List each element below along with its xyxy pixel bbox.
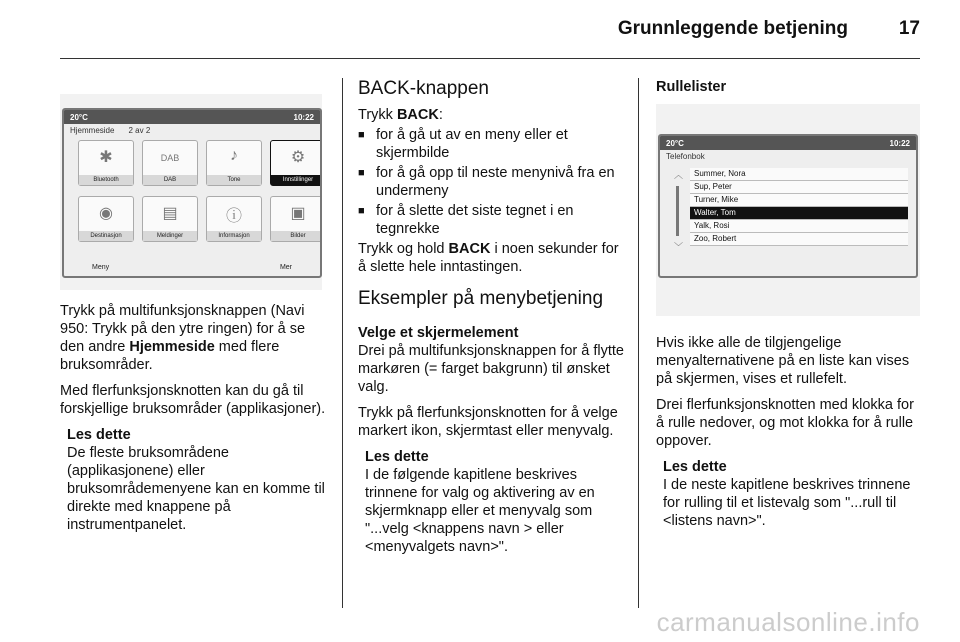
list-item[interactable]: Yalk, Rosi bbox=[690, 220, 908, 233]
temperature: 20°C bbox=[70, 112, 88, 122]
screen-tab-title: Hjemmeside bbox=[70, 125, 115, 135]
scrollbar[interactable] bbox=[676, 186, 679, 236]
tile-label: Destinasjon bbox=[79, 231, 133, 241]
list-item: ■ for å gå opp til neste menynivå fra en undermeny bbox=[358, 164, 626, 200]
tile-tone[interactable] bbox=[206, 140, 262, 186]
note-box bbox=[663, 458, 922, 530]
bold-term: BACK bbox=[396, 107, 439, 123]
screen-footer bbox=[64, 264, 320, 276]
page-number: 17 bbox=[898, 18, 920, 39]
paragraph: Trykk på flerfunksjonsknotten for å velge markert ikon, skjermtast eller menyvalg. bbox=[358, 405, 618, 439]
tile-label: Meldinger bbox=[143, 231, 197, 241]
pager: 2 av 2 bbox=[128, 125, 151, 135]
clock: 10:22 bbox=[293, 112, 314, 122]
bold-term: Hjemmeside bbox=[129, 339, 215, 355]
list-display bbox=[658, 134, 918, 278]
note-box bbox=[365, 448, 626, 556]
note-title: Les dette bbox=[663, 459, 727, 475]
clock: 10:22 bbox=[889, 138, 910, 148]
picture-icon: ▣ bbox=[290, 205, 306, 222]
tile-settings[interactable] bbox=[270, 140, 322, 186]
tile-dab[interactable] bbox=[142, 140, 198, 186]
section-heading: Rullelister bbox=[656, 79, 727, 95]
column-3-text bbox=[656, 78, 922, 96]
globe-icon: ◉ bbox=[99, 205, 113, 222]
paragraph bbox=[60, 302, 330, 374]
temperature: 20°C bbox=[666, 138, 684, 148]
paragraph: Med flerfunksjonsknotten kan du gå til forskjellige bruksområder (applikasjoner). bbox=[60, 383, 326, 417]
tile-label: Bluetooth bbox=[79, 175, 133, 185]
column-1-text bbox=[60, 302, 330, 534]
list-item: ■ for å gå ut av en meny eller et skjermbilde bbox=[358, 126, 626, 162]
text: : bbox=[438, 107, 443, 123]
list-item[interactable]: Summer, Nora bbox=[690, 168, 908, 181]
watermark: carmanualsonline.info bbox=[656, 607, 920, 637]
status-bar bbox=[64, 110, 320, 124]
dab-icon: DAB bbox=[160, 153, 180, 163]
column-divider bbox=[638, 78, 639, 608]
info-icon: ⓘ bbox=[225, 208, 242, 225]
gear-icon: ⚙ bbox=[290, 149, 306, 166]
column-divider bbox=[342, 78, 343, 608]
list-item: ■ for å slette det siste tegnet i en tegnrekke bbox=[358, 202, 626, 238]
paragraph: Drei på multifunksjonsknappen for å flytte markøren (= farget bakgrunn) til ønsket valg. bbox=[358, 343, 624, 395]
paragraph bbox=[358, 240, 626, 276]
tile-label: Bilder bbox=[271, 231, 322, 241]
screen-tab-title: Telefonbok bbox=[666, 151, 705, 161]
paragraph: Hvis ikke alle de tilgjengelige menyalternativene på en liste kan vises på skjermen, vises et rullefelt. bbox=[656, 335, 910, 387]
section-heading: BACK-knappen bbox=[358, 78, 489, 99]
text: med flere bruksområder. bbox=[60, 339, 280, 373]
intro-line bbox=[358, 106, 626, 124]
bullet-list bbox=[358, 126, 626, 238]
tile-messages[interactable] bbox=[142, 196, 198, 242]
homescreen-figure bbox=[60, 94, 322, 290]
list-item-selected[interactable]: Walter, Tom bbox=[690, 207, 908, 220]
bold-term: BACK bbox=[448, 241, 491, 257]
scroll-down-icon[interactable]: ﹀ bbox=[674, 242, 684, 252]
text: Trykk og hold bbox=[358, 241, 449, 257]
paragraph: Drei flerfunksjonsknotten med klokka for å rulle nedover, og mot klokka for å rulle oppover. bbox=[656, 397, 914, 449]
column-2-text bbox=[358, 78, 626, 556]
tone-icon: ♪ bbox=[230, 147, 238, 164]
bluetooth-icon: ✱ bbox=[99, 149, 113, 166]
text: Trykk bbox=[358, 107, 397, 123]
note-title: Les dette bbox=[67, 427, 131, 443]
app-tile-grid bbox=[64, 136, 320, 246]
column-3-body bbox=[656, 334, 922, 530]
tile-bluetooth[interactable] bbox=[78, 140, 134, 186]
tile-label: DAB bbox=[143, 175, 197, 185]
note-box bbox=[67, 426, 330, 534]
text: Trykk på multifunksjonsknappen (Navi 950: Trykk på den ytre ringen) for å se den andre bbox=[60, 303, 306, 355]
scroll-up-icon[interactable]: ︿ bbox=[674, 170, 684, 180]
tile-information[interactable] bbox=[206, 196, 262, 242]
list-item[interactable]: Turner, Mike bbox=[690, 194, 908, 207]
note-text: I de følgende kapitlene beskrives trinnene for valg og aktivering av en skjermknapp eller et menyvalg som "...velg <knappens navn > eller <menyvalgets navn>". bbox=[365, 467, 595, 555]
status-bar bbox=[660, 136, 916, 150]
tile-label: Tone bbox=[207, 175, 261, 185]
menu-softkey[interactable]: Meny bbox=[92, 264, 110, 271]
section-heading: Eksempler på menybetjening bbox=[358, 288, 604, 309]
note-text: I de neste kapitlene beskrives trinnene for rulling til et listevalg som "...rull til <listens navn>". bbox=[663, 477, 911, 529]
list-item[interactable]: Sup, Peter bbox=[690, 181, 908, 194]
chapter-title: Grunnleggende betjening bbox=[617, 18, 848, 39]
tile-destination[interactable] bbox=[78, 196, 134, 242]
more-softkey[interactable]: Mer bbox=[279, 264, 292, 271]
list-figure bbox=[656, 104, 920, 316]
screen-subheader bbox=[660, 150, 916, 162]
header-rule bbox=[60, 58, 920, 59]
homescreen-display bbox=[62, 108, 322, 278]
contact-list bbox=[690, 168, 908, 246]
message-icon: ▤ bbox=[162, 205, 178, 222]
list-item[interactable]: Zoo, Robert bbox=[690, 233, 908, 246]
text: i noen sekunder for å slette hele inntastingen. bbox=[358, 241, 619, 275]
screen-subheader bbox=[64, 124, 320, 136]
tile-label: Innstillinger bbox=[271, 175, 322, 185]
tile-label: Informasjon bbox=[207, 231, 261, 241]
note-text: De fleste bruksområdene (applikasjonene) eller bruksområdemenyene kan en komme til direkte med knappene på instrumentpanelet. bbox=[67, 445, 325, 533]
subheading: Velge et skjermelement bbox=[358, 325, 519, 341]
tile-pictures[interactable] bbox=[270, 196, 322, 242]
note-title: Les dette bbox=[365, 449, 429, 465]
